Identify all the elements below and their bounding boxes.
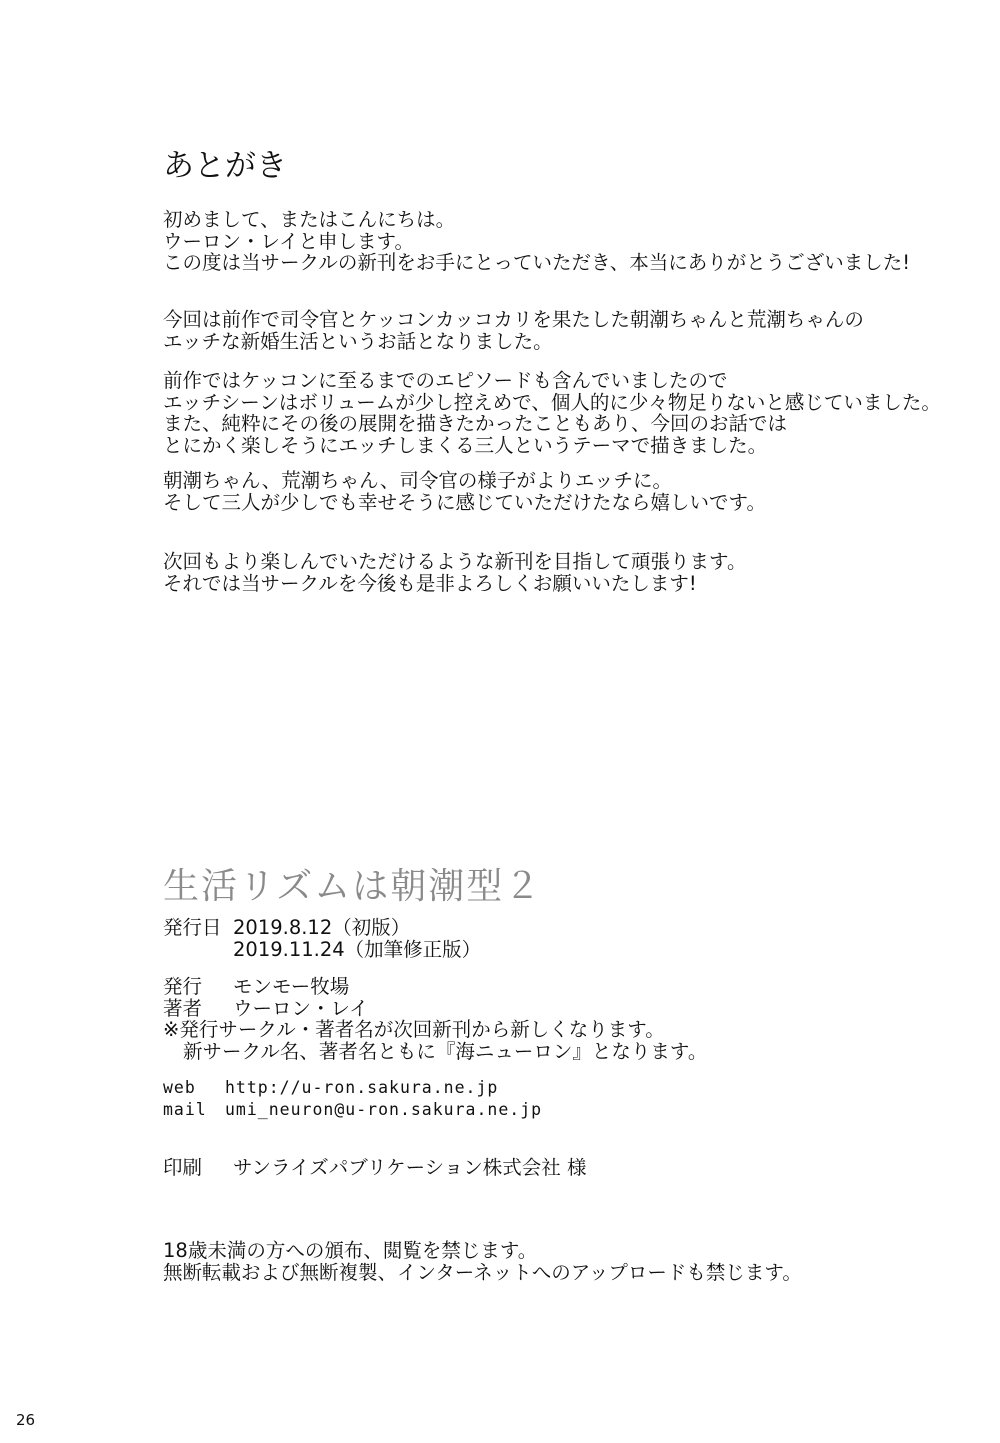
release-date-revised: 2019.11.24（加筆修正版） (233, 937, 482, 961)
author-name: ウーロン・レイ (233, 996, 369, 1020)
text-line: 朝潮ちゃん、荒潮ちゃん、司令官の様子がよりエッチに。 (163, 469, 672, 492)
mail-link[interactable]: umi_neuron@u-ron.sakura.ne.jp (225, 1100, 543, 1119)
publisher-name: モンモー牧場 (233, 975, 350, 998)
print-label: 印刷 (163, 1156, 203, 1179)
text-line: また、純粋にその後の展開を描きたかったこともあり、今回のお話では (163, 412, 788, 435)
text-line: 次回もより楽しんでいただけるような新刊を目指して頑張ります。 (163, 550, 747, 573)
contact-block (163, 1077, 542, 1121)
age-warning: 18歳未満の方への頒布、閲覧を禁じます。 (163, 1239, 538, 1262)
release-date-first: 2019.8.12（初版） (233, 916, 411, 939)
text-line: この度は当サークルの新刊をお手にとっていただき、本当にありがとうございました! (163, 251, 911, 274)
warning-block (163, 1240, 802, 1283)
text-line: エッチシーンはボリュームが少し控えめで、個人的に少々物足りないと感じていました。 (163, 390, 941, 414)
text-line: 今回は前作で司令官とケッコンカッコカリを果たした朝潮ちゃんと荒潮ちゃんの (163, 308, 864, 331)
circle-change-note: ※発行サークル・著者名が次回新刊から新しくなります。 (163, 1018, 665, 1041)
afterword-paragraph-4 (163, 470, 766, 513)
author-label: 著者 (163, 996, 203, 1020)
book-title: 生活リズムは朝潮型２ (163, 866, 543, 907)
text-line: ウーロン・レイと申します。 (163, 229, 414, 253)
page-number: 26 (16, 1411, 36, 1429)
afterword-paragraph-2 (163, 309, 864, 352)
publisher-label: 発行 (163, 975, 203, 998)
afterword-heading: あとがき (163, 148, 287, 184)
copy-warning: 無断転載および無断複製、インターネットへのアップロードも禁じます。 (163, 1260, 802, 1284)
printer-name: サンライズパブリケーション株式会社 様 (233, 1156, 587, 1179)
text-line: それでは当サークルを今後も是非よろしくお願いいたします! (163, 571, 697, 595)
text-line: 初めまして、またはこんにちは。 (163, 208, 456, 231)
publisher-block (163, 976, 707, 1062)
afterword-paragraph-5 (163, 551, 746, 594)
text-line: そして三人が少しでも幸せそうに感じていただけたなら嬉しいです。 (163, 490, 766, 514)
release-date-block (163, 917, 481, 960)
afterword-paragraph-3 (163, 370, 941, 456)
circle-change-note-detail: 新サークル名、著者名ともに『海ニューロン』となります。 (183, 1039, 708, 1063)
text-line: エッチな新婚生活というお話となりました。 (163, 329, 553, 353)
mail-label: mail (163, 1100, 207, 1119)
text-line: 前作ではケッコンに至るまでのエピソードも含んでいましたので (163, 369, 728, 392)
text-line: とにかく楽しそうにエッチしまくる三人というテーマで描きました。 (163, 433, 768, 457)
afterword-paragraph-1 (163, 209, 910, 274)
web-link[interactable]: http://u-ron.sakura.ne.jp (225, 1078, 499, 1097)
web-label: web (163, 1078, 196, 1097)
release-label: 発行日 (163, 916, 222, 939)
printer-block (163, 1157, 587, 1179)
